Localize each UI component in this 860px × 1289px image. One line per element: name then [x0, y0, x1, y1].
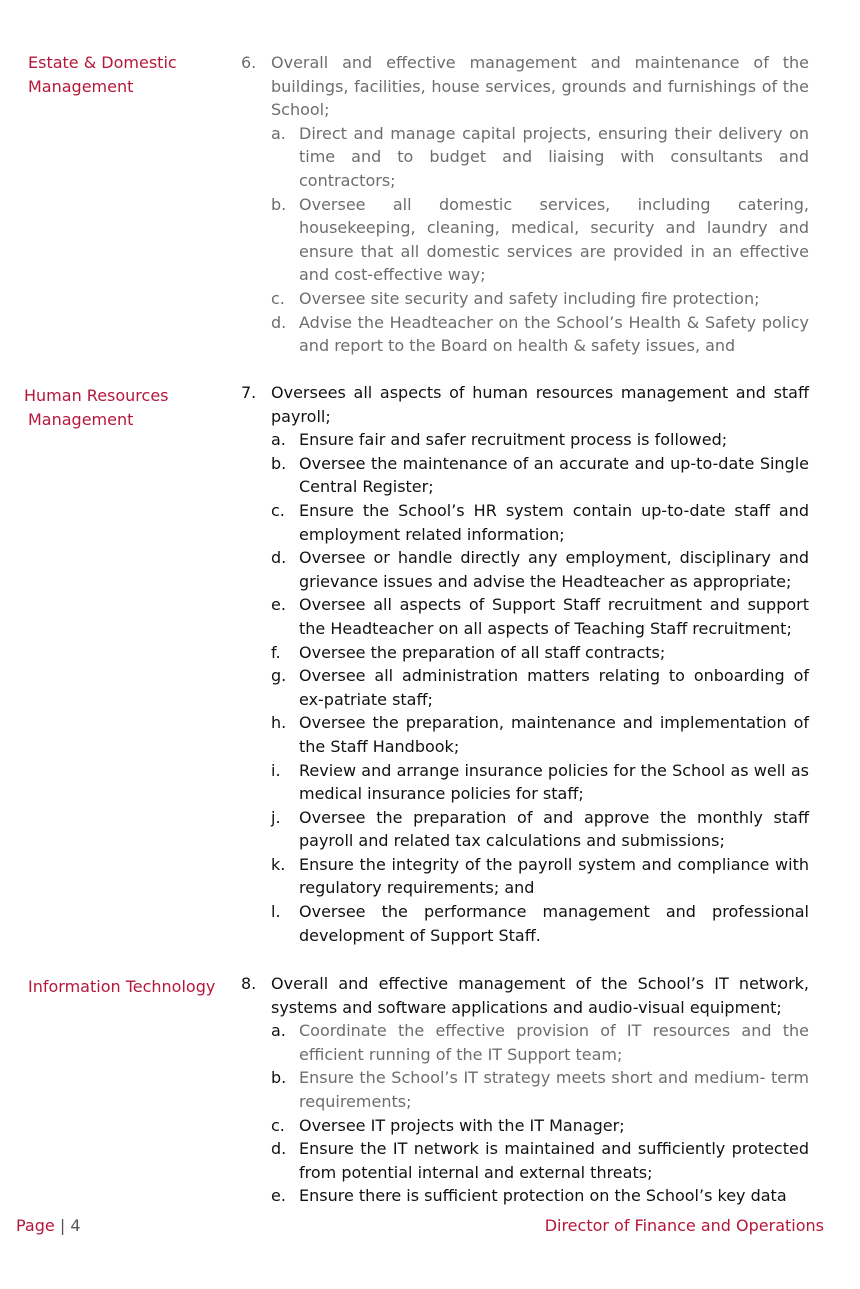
sub-letter: i.	[271, 760, 281, 780]
sub-text: Oversee the preparation, maintenance and implementation of the Staff Handbook;	[299, 713, 809, 756]
sub-item	[271, 900, 809, 947]
sub-letter: e.	[271, 1186, 286, 1206]
sub-letter: a.	[271, 1021, 286, 1041]
sub-letter: b.	[271, 1068, 287, 1088]
sub-text: Oversee the preparation of all staff contracts;	[299, 642, 666, 662]
page-label: Page	[16, 1216, 55, 1235]
sub-text: Coordinate the effective provision of IT resources and the efficient running of the IT Support team;	[299, 1021, 809, 1064]
sub-item	[271, 853, 809, 900]
sub-text: Oversee or handle directly any employment, disciplinary and grievance issues and advise the Headteacher as appropriate;	[299, 548, 809, 591]
sub-text: Oversee all administration matters relating to onboarding of ex-patriate staff;	[299, 666, 809, 709]
sub-letter: d.	[271, 548, 287, 568]
label-line: Information Technology	[28, 977, 216, 996]
sub-item	[271, 641, 809, 665]
sub-text: Oversee site security and safety including fire protection;	[299, 288, 760, 308]
sub-letter: d.	[271, 312, 287, 332]
sub-text: Advise the Headteacher on the School’s Health & Safety policy and report to the Board on health & safety issues, and	[299, 312, 809, 356]
sub-item	[271, 1019, 809, 1066]
sub-letter: g.	[271, 666, 287, 686]
sub-item	[271, 711, 809, 758]
sub-text: Oversee the maintenance of an accurate and up-to-date Single Central Register;	[299, 453, 809, 497]
sub-letter: c.	[271, 500, 285, 520]
sub-item	[271, 759, 809, 806]
item-number: 6.	[241, 53, 257, 72]
sub-letter: a.	[271, 123, 286, 143]
sub-letter: j.	[271, 807, 281, 827]
sub-text: Oversee IT projects with the IT Manager;	[299, 1115, 625, 1135]
item-number: 8.	[241, 974, 257, 993]
sub-letter: d.	[271, 1139, 287, 1159]
item-main-text: Oversees all aspects of human resources management and staff payroll;	[271, 383, 809, 426]
item-number: 7.	[241, 383, 257, 402]
item-6	[241, 51, 809, 358]
sub-item	[271, 1137, 809, 1184]
sub-item	[271, 193, 809, 287]
document-title: Director of Finance and Operations	[544, 1216, 824, 1235]
sub-text: Oversee all aspects of Support Staff recruitment and support the Headteacher on all aspects of Teaching Staff recruitment;	[299, 595, 809, 638]
section-label-estate	[28, 51, 177, 98]
label-line: Estate & Domestic	[28, 53, 177, 72]
sub-item	[271, 1184, 809, 1208]
sub-letter: c.	[271, 288, 285, 308]
section-label-hr	[24, 384, 169, 431]
sub-text: Ensure the IT network is maintained and sufficiently protected from potential internal and external threats;	[299, 1139, 809, 1182]
sub-item	[271, 664, 809, 711]
sub-item	[271, 287, 809, 311]
sub-text: Ensure the School’s IT strategy meets short and medium- term requirements;	[299, 1068, 809, 1111]
sub-item	[271, 593, 809, 640]
sub-text: Ensure the integrity of the payroll system and compliance with regulatory requirements; and	[299, 854, 809, 898]
sub-item	[271, 428, 809, 452]
sub-item	[271, 1114, 809, 1138]
sub-item	[271, 311, 809, 358]
sub-item	[271, 546, 809, 593]
sub-letter: h.	[271, 713, 287, 733]
sub-text: Ensure there is sufficient protection on the School’s key data	[299, 1186, 787, 1206]
sub-item	[271, 452, 809, 499]
sub-text: Oversee the preparation of and approve the monthly staff payroll and related tax calculations and submissions;	[299, 807, 809, 851]
item-main-text: Overall and effective management and maintenance of the buildings, facilities, house services, grounds and furnishings of the School;	[271, 53, 809, 120]
page-number: 4	[70, 1216, 81, 1235]
sub-letter: e.	[271, 595, 286, 615]
sub-item	[271, 1066, 809, 1113]
sub-letter: c.	[271, 1115, 285, 1135]
item-7	[241, 381, 809, 947]
sub-text: Review and arrange insurance policies for the School as well as medical insurance policies for staff;	[299, 760, 809, 804]
sub-text: Oversee all domestic services, including catering, housekeeping, cleaning, medical, security and laundry and ensure that all domestic services are provided in an effective and cost-effective way;	[299, 194, 809, 285]
sub-item	[271, 122, 809, 193]
page-footer-left	[16, 1215, 81, 1237]
item-8	[241, 972, 809, 1208]
label-line: Management	[28, 409, 134, 429]
sub-text: Ensure the School’s HR system contain up-to-date staff and employment related information;	[299, 500, 809, 544]
sub-letter: a.	[271, 430, 286, 450]
sub-letter: b.	[271, 194, 287, 214]
sub-text: Oversee the performance management and professional development of Support Staff.	[299, 902, 809, 945]
label-line: Management	[28, 76, 134, 96]
label-line: Human Resources	[24, 386, 169, 405]
item-main-text: Overall and effective management of the School’s IT network, systems and software applications and audio-visual equipment;	[271, 974, 809, 1017]
sub-letter: k.	[271, 854, 286, 874]
footer-separator: |	[59, 1216, 66, 1235]
sub-text: Ensure fair and safer recruitment process is followed;	[299, 430, 728, 450]
section-label-it	[28, 975, 215, 999]
sub-letter: b.	[271, 453, 287, 473]
sub-letter: l.	[271, 902, 281, 922]
sub-item	[271, 806, 809, 853]
sub-letter: f.	[271, 642, 281, 662]
sub-text: Direct and manage capital projects, ensuring their delivery on time and to budget and liaising with consultants and contractors;	[299, 123, 809, 190]
sub-item	[271, 499, 809, 546]
